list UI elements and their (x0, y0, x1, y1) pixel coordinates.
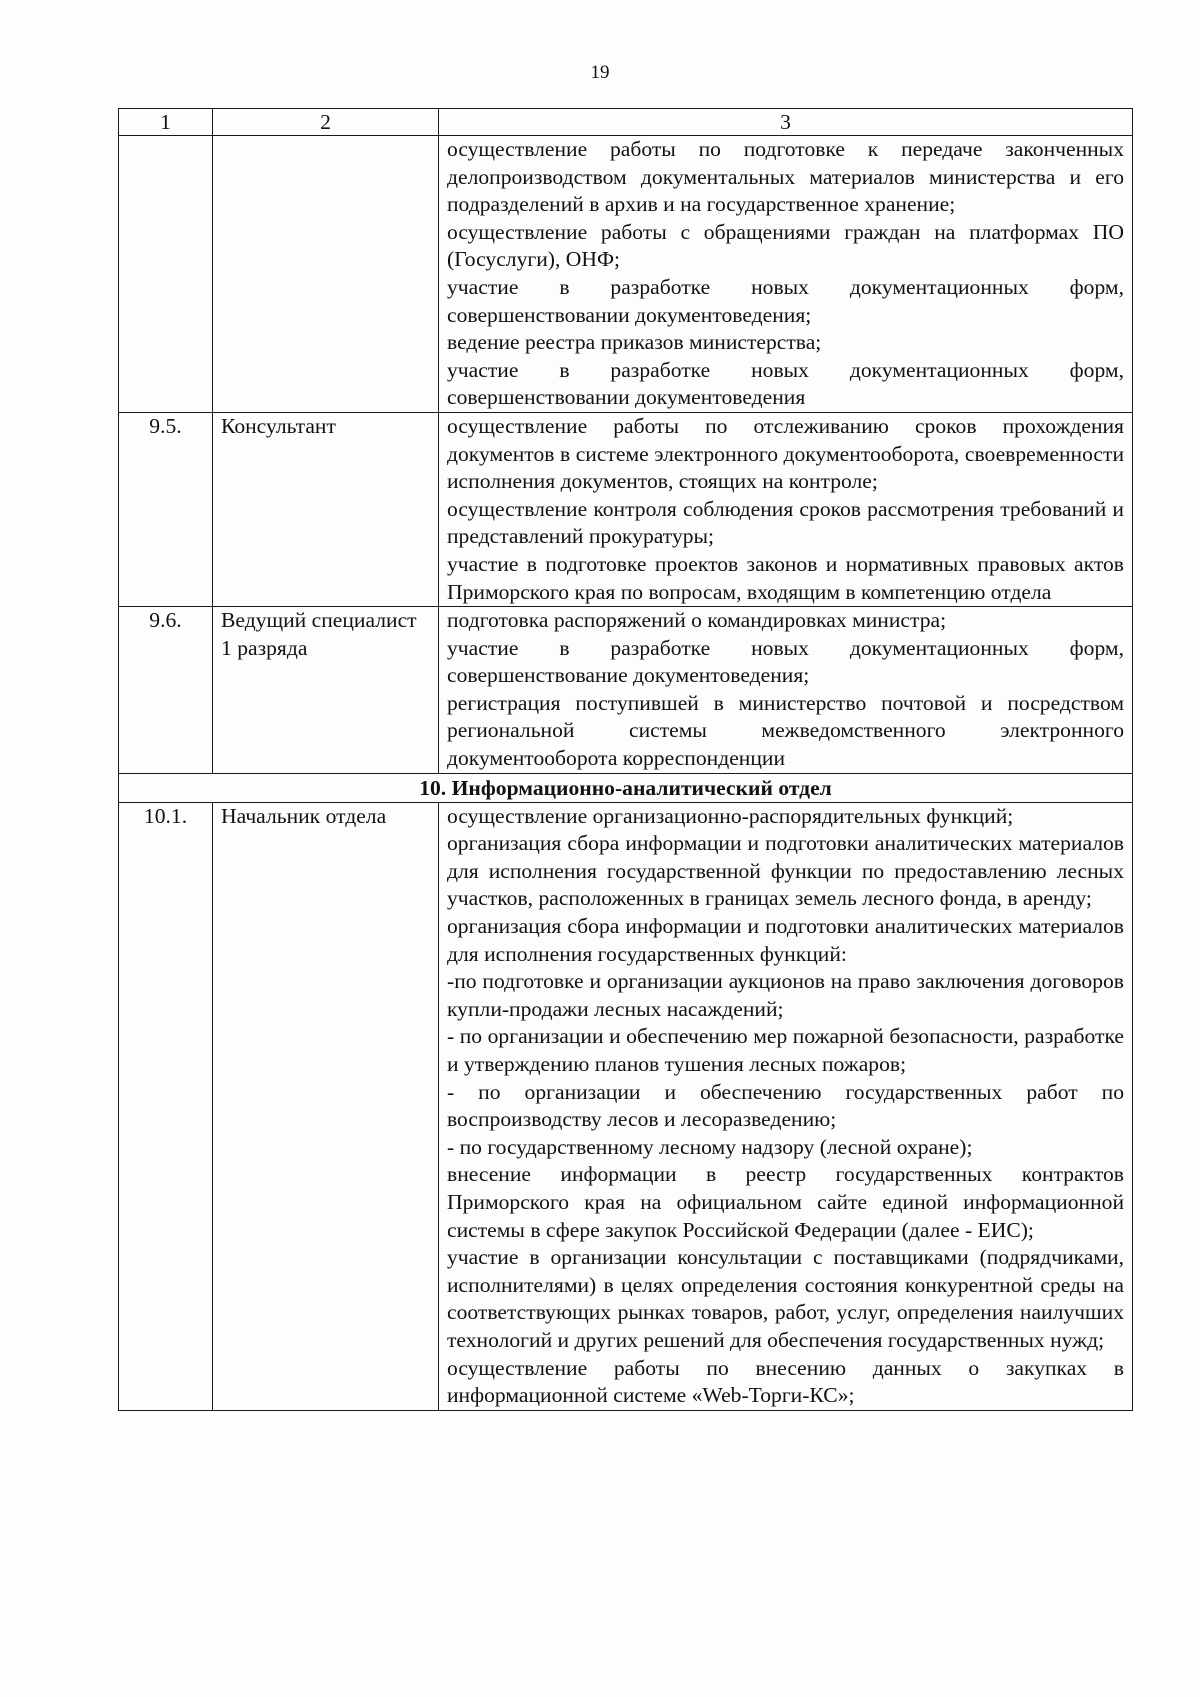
duty-item: внесение информации в реестр государственных контрактов Приморского края на официальном сайте единой информационной системы в сфере закупок Российской Федерации (далее - ЕИС); (447, 1162, 1124, 1242)
row-number: 9.6. (119, 607, 213, 774)
table-row (119, 412, 1133, 606)
duty-item: участие в разработке новых документационных форм, совершенствование документоведения; (447, 635, 1124, 688)
duty-item: организация сбора информации и подготовки аналитических материалов для исполнения государственной функции по предоставлению лесных участков, расположенных в границах земель лесного фонда, в аренду; (447, 831, 1124, 911)
duty-item: регистрация поступившей в министерство почтовой и посредством региональной системы межведомственного электронного документооборота корреспонденции (447, 690, 1124, 771)
duty-item: ведение реестра приказов министерства; (447, 330, 822, 355)
duty-item: участие в разработке новых документационных форм, совершенствовании документоведения; (447, 274, 1124, 327)
duty-item: участие в разработке новых документационных форм, совершенствовании документоведения (447, 357, 1124, 410)
table-row (119, 607, 1133, 774)
column-header-3: 3 (439, 109, 1133, 136)
table-row (119, 136, 1133, 413)
column-header-1: 1 (119, 109, 213, 136)
duty-item: - по организации и обеспечению мер пожарной безопасности, разработке и утверждению планов тушения лесных пожаров; (447, 1024, 1124, 1076)
duty-item: подготовка распоряжений о командировках министра; (447, 608, 947, 633)
duty-item: осуществление контроля соблюдения сроков рассмотрения требований и представлений прокуратуры; (447, 496, 1124, 549)
row-number: 9.5. (119, 412, 213, 606)
duties-table (118, 108, 1133, 1411)
duties-cell (439, 802, 1133, 1410)
duty-item: осуществление работы по отслеживанию сроков прохождения документов в системе электронного документооборота, своевременности исполнения документов, стоящих на контроле; (447, 413, 1124, 494)
table-row (119, 802, 1133, 1410)
column-header-2: 2 (213, 109, 439, 136)
duty-item: осуществление работы с обращениями граждан на платформах ПО (Госуслуги), ОНФ; (447, 219, 1124, 272)
position-title: Начальник отдела (213, 802, 439, 1410)
page-number: 19 (590, 62, 610, 83)
table-header-row (119, 109, 1133, 136)
duty-item: осуществление организационно-распорядительных функций; (447, 803, 1014, 828)
duty-item: осуществление работы по внесению данных о закупках в информационной системе «Web-Торги-КС»; (447, 1355, 1124, 1408)
duty-item: организация сбора информации и подготовки аналитических материалов для исполнения государственных функций: (447, 914, 1124, 966)
section-row (119, 773, 1133, 802)
duties-cell (439, 136, 1133, 413)
duty-item: участие в организации консультации с поставщиками (подрядчиками, исполнителями) в целях определения состояния конкурентной среды на соответствующих рынках товаров, работ, услуг, определения наилучших технологий и других решений для обеспечения государственных нужд; (447, 1245, 1124, 1352)
duty-item: - по организации и обеспечению государственных работ по воспроизводству лесов и лесоразведению; (447, 1079, 1124, 1132)
duties-cell (439, 607, 1133, 774)
duties-cell (439, 412, 1133, 606)
section-title: 10. Информационно-аналитический отдел (119, 773, 1133, 802)
position-title: Консультант (213, 412, 439, 606)
duty-item: участие в подготовке проектов законов и нормативных правовых актов Приморского края по вопросам, входящим в компетенцию отдела (447, 551, 1124, 604)
position-title (213, 136, 439, 413)
duty-item: - по государственному лесному надзору (лесной охране); (447, 1134, 973, 1159)
duty-item: осуществление работы по подготовке к передаче законченных делопроизводством документальных материалов министерства и его подразделений в архив и на государственное хранение; (447, 137, 1124, 217)
row-number: 10.1. (119, 802, 213, 1410)
row-number (119, 136, 213, 413)
position-title: Ведущий специалист 1 разряда (213, 607, 439, 774)
duty-item: -по подготовке и организации аукционов на право заключения договоров купли-продажи лесных насаждений; (447, 969, 1124, 1021)
